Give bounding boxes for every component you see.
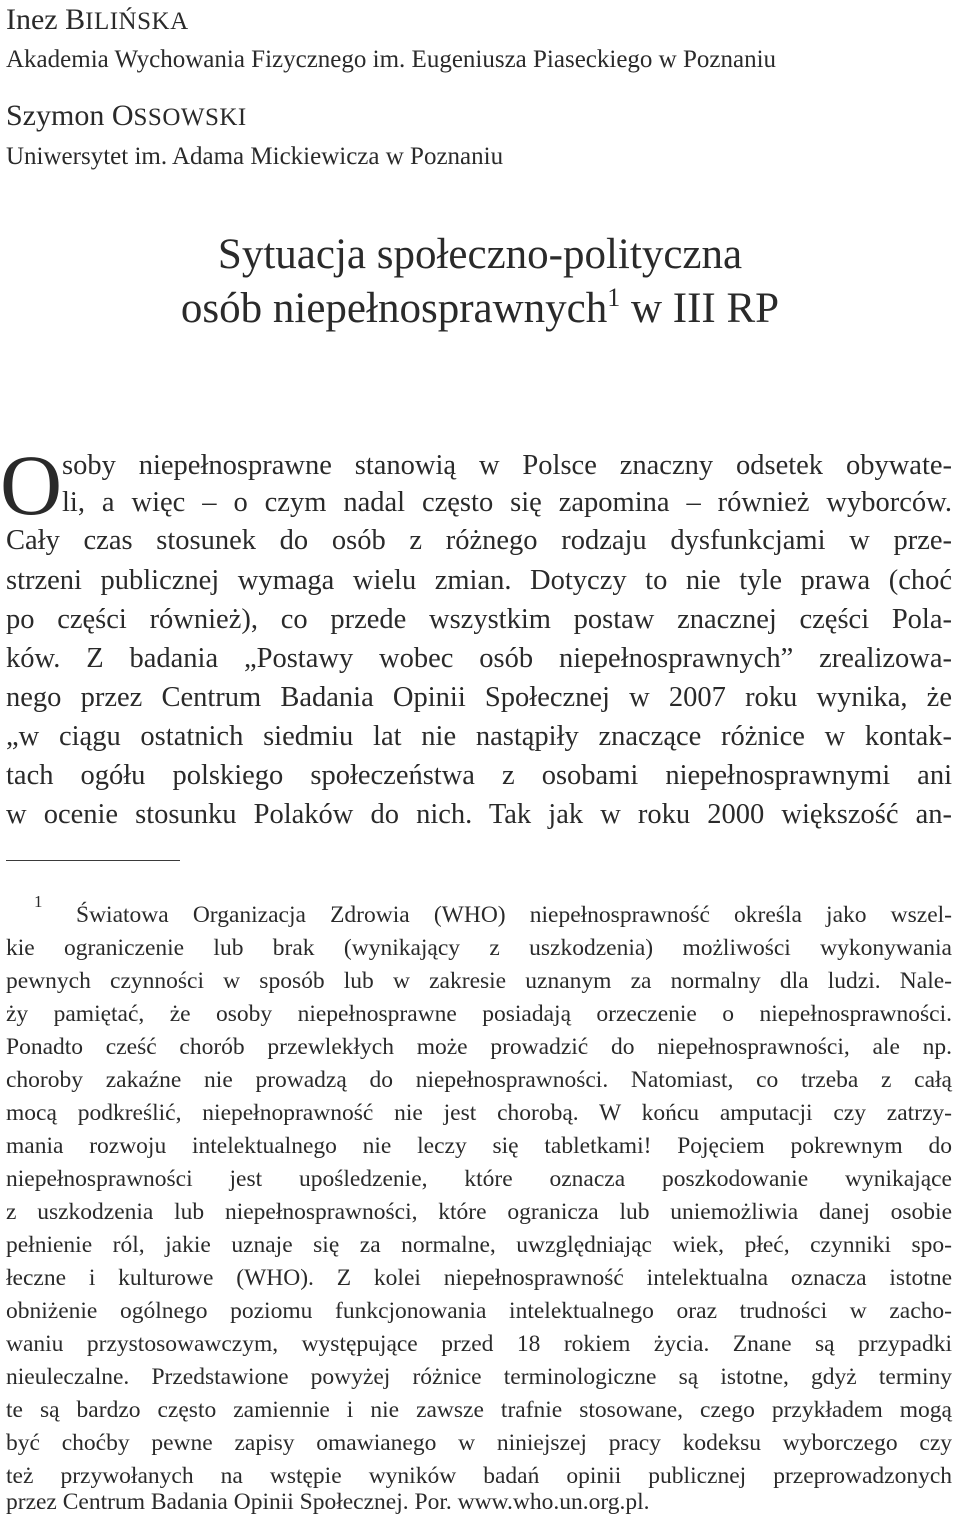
body-line: li, a więc – o czym nadal często się zapomina – również wyborców. xyxy=(62,487,952,518)
footnote-line: obniżenie ogólnego poziomu funkcjonowania intelektualnego oraz trudności w zacho- xyxy=(6,1298,952,1324)
footnote-line: też przywołanych na wstępie wyników badań opinii publicznej przeprowadzonych xyxy=(6,1463,952,1489)
title-text: w III RP xyxy=(620,285,780,332)
footnote-line: kie ograniczenie lub brak (wynikający z uszkodzenia) możliwości wykonywania xyxy=(6,935,952,961)
body-line: tach ogółu polskiego społeczeństwa z osobami niepełnosprawnymi ani xyxy=(6,760,952,791)
body-line: nego przez Centrum Badania Opinii Społecznej w 2007 roku wynika, że xyxy=(6,682,952,713)
body-line: Cały czas stosunek do osób z różnego rodzaju dysfunkcjami w prze- xyxy=(6,525,952,556)
author-last-initial: B xyxy=(65,3,86,36)
author-first-name: Szymon xyxy=(6,99,112,132)
footnote-number: 1 xyxy=(34,892,43,911)
body-line: w ocenie stosunku Polaków do nich. Tak jak w roku 2000 większość an- xyxy=(6,799,952,830)
body-line: po części również), co przede wszystkim postaw znacznej części Pola- xyxy=(6,604,952,635)
footnote-line: łeczne i kulturowe (WHO). Z kolei niepełnosprawność intelektualna oznacza istotne xyxy=(6,1265,952,1291)
footnote-separator xyxy=(6,860,180,861)
article-title-line-2 xyxy=(0,282,960,336)
footnote-line: te są bardzo często zamiennie i nie zawsze trafnie stosowane, czego przykładem mogą xyxy=(6,1397,952,1423)
author-name xyxy=(6,2,189,40)
footnote-line: niepełnosprawności jest upośledzenie, które oznacza poszkodowanie wynikające xyxy=(6,1166,952,1192)
drop-cap: O xyxy=(0,437,63,533)
author-last-initial: O xyxy=(111,99,134,132)
footnote-line: waniu przystosowawczym, występujące przed 18 rokiem życia. Znane są przypadki xyxy=(6,1331,952,1357)
footnote-line: Światowa Organizacja Zdrowia (WHO) niepełnosprawność określa jako wszel- xyxy=(76,902,952,928)
author-last-name: SSOWSKI xyxy=(133,104,247,131)
author-affiliation: Uniwersytet im. Adama Mickiewicza w Poznaniu xyxy=(6,143,504,170)
author-first-name: Inez xyxy=(6,3,66,36)
footnote-line: pełnienie ról, jakie uznaje się za normalne, uwzględniając wiek, płeć, czynniki spo- xyxy=(6,1232,952,1258)
footnote-line: Ponadto cześć chorób przewlekłych może prowadzić do niepełnosprawności, ale np. xyxy=(6,1034,952,1060)
author-affiliation: Akademia Wychowania Fizycznego im. Eugeniusza Piaseckiego w Poznaniu xyxy=(6,46,777,73)
body-line: strzeni publicznej wymaga wielu zmian. Dotyczy to nie tyle prawa (choć xyxy=(6,565,952,596)
body-line: soby niepełnosprawne stanowią w Polsce znaczny odsetek obywate- xyxy=(62,450,952,481)
author-last-name: ILIŃSKA xyxy=(85,8,189,35)
footnote-line: z uszkodzenia lub niepełnosprawności, które ogranicza lub uniemożliwia danej osobie xyxy=(6,1199,952,1225)
author-name xyxy=(6,98,247,136)
footnote-line: ży pamiętać, że osoby niepełnosprawne posiadają orzeczenie o niepełnosprawności. xyxy=(6,1001,952,1027)
body-line: ków. Z badania „Postawy wobec osób niepełnosprawnych” zrealizowa- xyxy=(6,643,952,674)
body-line: „w ciągu ostatnich siedmiu lat nie nastąpiły znaczące różnice w kontak- xyxy=(6,721,952,752)
footnote-line: choroby zakaźne nie prowadzą do niepełnosprawności. Natomiast, co trzeba z całą xyxy=(6,1067,952,1093)
footnote-line: nieuleczalne. Przedstawione powyżej różnice terminologiczne są istotne, gdyż terminy xyxy=(6,1364,952,1390)
footnote-line: przez Centrum Badania Opinii Społecznej. Por. www.who.un.org.pl. xyxy=(6,1489,650,1515)
footnote-line: pewnych czynności w sposób lub w zakresie uznanym za normalny dla ludzi. Nale- xyxy=(6,968,952,994)
footnote-reference[interactable]: 1 xyxy=(607,283,621,312)
article-title-line-1: Sytuacja społeczno-polityczna xyxy=(217,231,743,278)
footnote-line: być choćby pewne zapisy omawianego w niniejszej pracy kodeksu wyborczego czy xyxy=(6,1430,952,1456)
footnote-line: mocą podkreślić, niepełnoprawność nie jest chorobą. W końcu amputacji czy zatrzy- xyxy=(6,1100,952,1126)
title-text: osób niepełnosprawnych xyxy=(180,285,608,332)
footnote-line: mania rozwoju intelektualnego nie leczy się tabletkami! Pojęciem pokrewnym do xyxy=(6,1133,952,1159)
